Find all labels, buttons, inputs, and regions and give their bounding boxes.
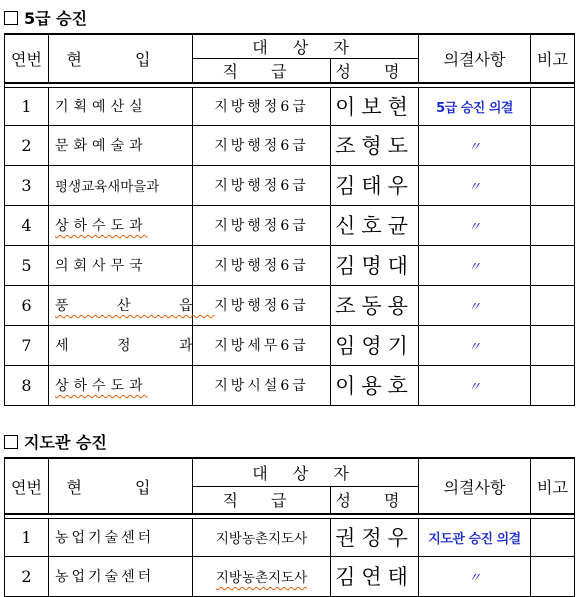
- row-name: 조동용: [331, 285, 419, 325]
- row-name: 권정우: [331, 518, 419, 556]
- row-decision: 5급 승진 의결: [419, 87, 531, 125]
- header-note: 비고: [531, 34, 575, 83]
- row-grade: 지방시설6급: [193, 365, 331, 405]
- row-name: 이보현: [331, 87, 419, 125]
- row-no: 1: [5, 87, 49, 125]
- header-current: 현 입: [49, 34, 193, 83]
- row-decision: 〃: [419, 125, 531, 165]
- table-row: [5, 205, 575, 245]
- row-grade: 지방행정6급: [193, 165, 331, 205]
- row-note: [531, 125, 575, 165]
- row-no: 2: [5, 125, 49, 165]
- row-grade: 지방행정6급: [193, 245, 331, 285]
- row-note: [531, 165, 575, 205]
- checkbox-square-icon: [4, 435, 18, 449]
- row-grade: 지방행정6급: [193, 87, 331, 125]
- table-row: [5, 125, 575, 165]
- row-decision: 〃: [419, 556, 531, 596]
- header-no: 연번: [5, 34, 49, 83]
- section-title-advisor: [4, 430, 107, 453]
- header-name: 성 명: [331, 486, 419, 514]
- row-name: 신호균: [331, 205, 419, 245]
- row-dept: [49, 365, 193, 405]
- row-decision: 지도관 승진 의결: [419, 518, 531, 556]
- row-dept: 농업기술센터: [49, 556, 193, 596]
- header-decision: 의결사항: [419, 34, 531, 83]
- row-decision: 〃: [419, 325, 531, 365]
- header-no: 연번: [5, 458, 49, 514]
- row-dept: 세 정 과: [49, 325, 193, 365]
- row-note: [531, 556, 575, 596]
- promotion-table-5grade: [4, 33, 575, 406]
- table-row: [5, 245, 575, 285]
- row-dept: 기획예산실: [49, 87, 193, 125]
- table-row: [5, 518, 575, 556]
- row-no: 4: [5, 205, 49, 245]
- header-note: 비고: [531, 458, 575, 514]
- row-dept: 문화예술과: [49, 125, 193, 165]
- header-name: 성 명: [331, 59, 419, 84]
- table-row: [5, 325, 575, 365]
- row-dept-text: 상하수도과: [55, 378, 148, 394]
- header-decision: 의결사항: [419, 458, 531, 514]
- table-row: [5, 87, 575, 125]
- promotion-table-advisor: [4, 457, 575, 597]
- header-current: 현 입: [49, 458, 193, 514]
- row-no: 2: [5, 556, 49, 596]
- row-dept: 의회사무국: [49, 245, 193, 285]
- row-grade-text: 지방농촌지도사: [215, 570, 308, 586]
- row-name: 조형도: [331, 125, 419, 165]
- header-target: 대 상 자: [193, 34, 419, 59]
- row-decision: 〃: [419, 365, 531, 405]
- row-grade: 지방행정6급: [193, 285, 331, 325]
- row-dept-text: 풍 산 읍: [55, 298, 215, 314]
- row-name: 이용호: [331, 365, 419, 405]
- row-no: 5: [5, 245, 49, 285]
- table-row: [5, 285, 575, 325]
- row-name: 김연태: [331, 556, 419, 596]
- section-title-text: 지도관 승진: [24, 433, 107, 452]
- row-no: 8: [5, 365, 49, 405]
- row-note: [531, 285, 575, 325]
- row-grade: 지방행정6급: [193, 205, 331, 245]
- row-dept: [49, 285, 215, 325]
- row-no: 3: [5, 165, 49, 205]
- checkbox-square-icon: [4, 11, 18, 25]
- row-grade: 지방세무6급: [193, 325, 331, 365]
- row-decision: 〃: [419, 165, 531, 205]
- row-decision: 〃: [419, 245, 531, 285]
- row-note: [531, 518, 575, 556]
- row-dept: [49, 205, 193, 245]
- row-name: 임영기: [331, 325, 419, 365]
- row-note: [531, 325, 575, 365]
- row-dept-text: 상하수도과: [55, 218, 148, 234]
- row-note: [531, 205, 575, 245]
- table-row: [5, 165, 575, 205]
- row-grade: [193, 556, 331, 596]
- row-grade: 지방농촌지도사: [193, 518, 331, 556]
- header-target: 대 상 자: [193, 458, 419, 486]
- row-note: [531, 365, 575, 405]
- table-row: [5, 556, 575, 596]
- row-decision: 〃: [419, 205, 531, 245]
- row-name: 김태우: [331, 165, 419, 205]
- row-no: 1: [5, 518, 49, 556]
- row-decision: 〃: [419, 285, 531, 325]
- table-row: [5, 365, 575, 405]
- header-grade: 직 급: [193, 59, 331, 84]
- row-no: 6: [5, 285, 49, 325]
- row-note: [531, 87, 575, 125]
- section-title-5grade: [4, 6, 87, 29]
- row-name: 김명대: [331, 245, 419, 285]
- header-grade: 직 급: [193, 486, 331, 514]
- row-note: [531, 245, 575, 285]
- row-grade: 지방행정6급: [193, 125, 331, 165]
- row-dept: 농업기술센터: [49, 518, 193, 556]
- row-no: 7: [5, 325, 49, 365]
- row-dept: 평생교육새마을과: [49, 165, 193, 205]
- section-title-text: 5급 승진: [24, 9, 88, 28]
